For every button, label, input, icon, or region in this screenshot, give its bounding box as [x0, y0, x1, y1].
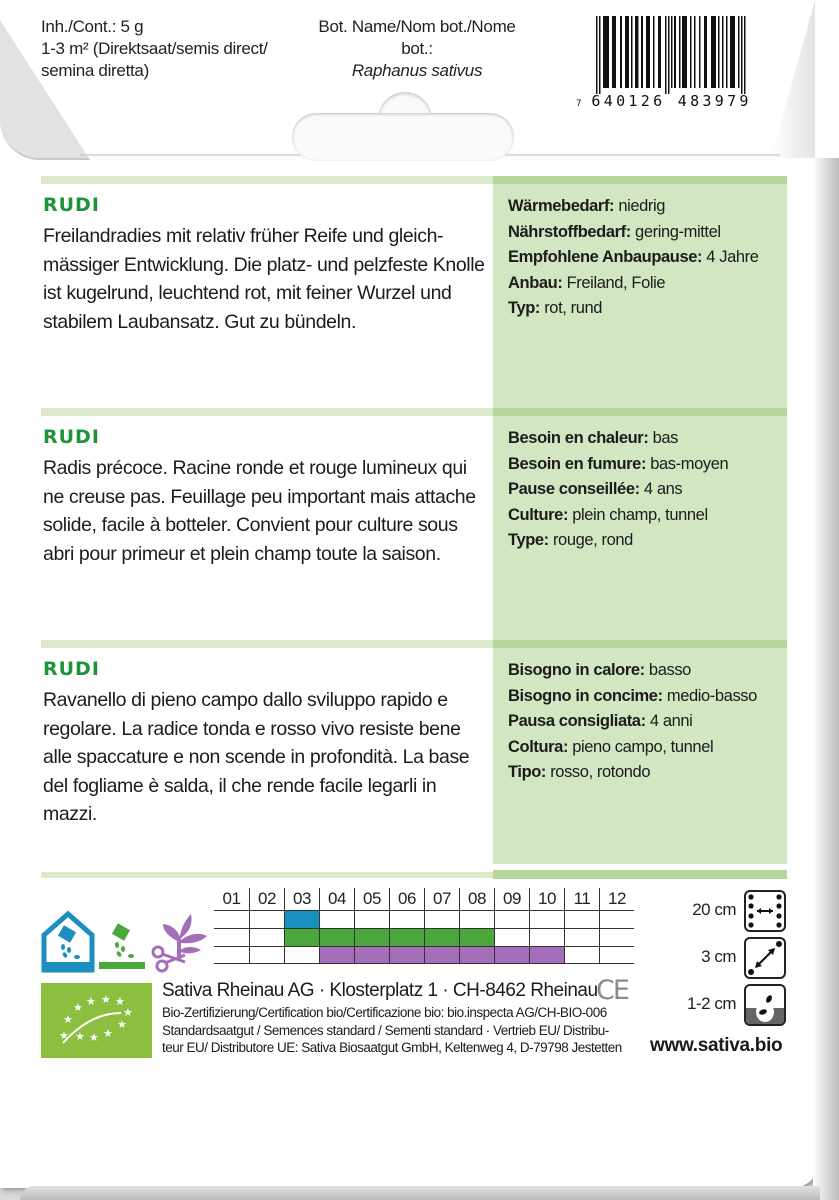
content-area-cont: semina diretta) [41, 61, 149, 80]
packet-edge-right [813, 0, 839, 1200]
property-nutrient: Besoin en fumure: bas-moyen [508, 454, 729, 473]
property-cultivation: Coltura: pieno campo, tunnel [508, 737, 714, 756]
calendar-cell [459, 947, 494, 963]
month-label: 08 [459, 888, 494, 910]
month-label: 05 [354, 888, 389, 910]
content-area: 1-3 m² (Direktsaat/semis direct/ [41, 39, 268, 58]
sowing-calendar [214, 888, 634, 964]
section-divider-accent [493, 176, 787, 184]
svg-text:★: ★ [101, 993, 111, 1006]
content-weight: Inh./Cont.: 5 g [41, 17, 144, 36]
calendar-cell [389, 929, 424, 946]
harvest-icon [153, 914, 207, 971]
month-label: 10 [529, 888, 564, 910]
calendar-cell [319, 911, 354, 928]
property-rotation: Empfohlene Anbaupause: 4 Jahre [508, 248, 759, 266]
barcode-bars-icon [576, 16, 766, 94]
calendar-cell [529, 947, 564, 963]
calendar-cell [249, 911, 284, 928]
barcode-first-digit: 7 [576, 99, 582, 109]
properties-list [508, 658, 783, 786]
variety-description: Freilandradies mit relativ früher Reife und gleichmässiger Entwicklung. Die platz- und pelzfeste Knolle ist kugelrund, leuchtend rot, mit feiner Wurzel und stabilem Laubansatz. Gut zu bündeln. [43, 225, 485, 333]
calendar-cell [599, 947, 634, 963]
calendar-cell [284, 911, 319, 928]
properties-list [508, 426, 783, 554]
calendar-cell [214, 947, 249, 963]
ce-mark-icon: CE [596, 975, 628, 1006]
calendar-cell [599, 911, 634, 928]
calendar-cell [564, 911, 599, 928]
property-heat: Besoin en chaleur: bas [508, 429, 679, 447]
calendar-cell [424, 947, 459, 963]
svg-text:★: ★ [103, 1027, 113, 1040]
calendar-row-harvest [214, 946, 634, 964]
svg-text:★: ★ [59, 1029, 69, 1042]
svg-text:★: ★ [75, 1030, 85, 1043]
calendar-cell [249, 929, 284, 946]
calendar-cell [284, 929, 319, 946]
row-spacing-label: 20 cm [692, 900, 736, 919]
calendar-cell [424, 911, 459, 928]
botanical-label: Bot. Name/Nom bot./Nome bot.: [318, 17, 516, 58]
section-divider [41, 872, 493, 878]
greenhouse-sowing-icon [44, 914, 92, 970]
calendar-cell [214, 929, 249, 946]
section-french [41, 408, 787, 640]
certification-info: Bio-Zertifizierung/Certification bio/Certificazione bio: bio.inspecta AG/CH-BIO-006 [162, 1005, 607, 1020]
svg-text:★: ★ [117, 1018, 127, 1031]
calendar-cell [529, 911, 564, 928]
section-divider [41, 640, 493, 648]
hang-hole [292, 113, 514, 161]
section-divider-accent [493, 870, 787, 879]
barcode-group1: 640126 [591, 92, 666, 110]
property-heat: Bisogno in calore: basso [508, 661, 691, 679]
calendar-cell [599, 929, 634, 946]
section-divider [41, 176, 493, 184]
calendar-cell [354, 911, 389, 928]
eu-organic-logo [41, 983, 152, 1058]
calendar-cell [284, 947, 319, 963]
calendar-cell [494, 911, 529, 928]
calendar-months [214, 888, 634, 910]
section-german [41, 176, 787, 408]
property-rotation: Pausa consigliata: 4 anni [508, 712, 693, 730]
spacing-info [660, 888, 788, 1029]
calendar-cell [564, 929, 599, 946]
section-divider-accent [493, 408, 787, 416]
svg-text:★: ★ [86, 995, 96, 1008]
calendar-row-greenhouse-sowing [214, 910, 634, 928]
calendar-cell [529, 929, 564, 946]
property-nutrient: Bisogno in concime: medio-basso [508, 686, 757, 705]
calendar-row-outdoor-sowing [214, 928, 634, 946]
property-rotation: Pause conseillée: 4 ans [508, 480, 683, 498]
month-label: 07 [424, 888, 459, 910]
month-label: 09 [494, 888, 529, 910]
plant-spacing [660, 935, 788, 982]
company-info [162, 978, 642, 1057]
botanical-info [302, 16, 532, 82]
month-label: 04 [319, 888, 354, 910]
variety-title: RUDI [43, 658, 100, 680]
variety-description: Ravanello di pieno campo dallo sviluppo rapido e regolare. La radice tonda e rosso vivo resiste bene alle spaccature e non scende in profondità. La base del fogliame è salda, il che rende facile legarli in mazzi. [43, 689, 470, 825]
property-type: Tipo: rosso, rotondo [508, 763, 651, 781]
plant-spacing-icon [744, 937, 786, 979]
svg-text:★: ★ [123, 1006, 133, 1019]
svg-text:★: ★ [63, 1013, 73, 1026]
row-spacing [660, 888, 788, 935]
calendar-cell [249, 947, 284, 963]
variety-description: Radis précoce. Racine ronde et rouge lumineux qui ne creuse pas. Feuillage peu important mais attache solide, facile à botteler. Convient pour culture sous abri pour primeur et plein champ toute la saison. [43, 457, 476, 565]
svg-text:★: ★ [89, 1031, 99, 1044]
row-spacing-icon [744, 890, 786, 932]
standard-seed-info: Standardsaatgut / Semences standard / Sementi standard · Vertrieb EU/ Distribu- [162, 1022, 609, 1038]
svg-text:★: ★ [115, 995, 125, 1008]
calendar-cell [389, 911, 424, 928]
calendar-cell [494, 947, 529, 963]
svg-text:★: ★ [73, 1001, 83, 1014]
company-address: Sativa Rheinau AG · Klosterplatz 1 · CH-8462 Rheinau [162, 980, 598, 1001]
property-cultivation: Anbau: Freiland, Folie [508, 273, 666, 292]
calendar-cell [354, 947, 389, 963]
variety-sections [41, 176, 787, 864]
calendar-cell [319, 947, 354, 963]
calendar-cell [494, 929, 529, 946]
section-divider-accent [493, 640, 787, 648]
outdoor-sowing-icon [99, 923, 145, 969]
calendar-cell [459, 911, 494, 928]
sowing-depth [660, 982, 788, 1029]
month-label: 03 [284, 888, 319, 910]
variety-title: RUDI [43, 194, 100, 216]
calendar-legend-icons [41, 910, 211, 974]
property-cultivation: Culture: plein champ, tunnel [508, 505, 708, 524]
botanical-name: Raphanus sativus [351, 61, 483, 80]
calendar-cell [459, 929, 494, 946]
property-heat: Wärmebedarf: niedrig [508, 197, 666, 215]
barcode-number [576, 92, 766, 110]
calendar-cell [319, 929, 354, 946]
website-link[interactable]: www.sativa.bio [650, 1035, 783, 1056]
packet-edge-bottom [20, 1186, 820, 1200]
month-label: 06 [389, 888, 424, 910]
month-label: 11 [564, 888, 599, 910]
plant-spacing-label: 3 cm [701, 947, 736, 966]
property-type: Typ: rot, rund [508, 299, 603, 317]
calendar-cell [214, 911, 249, 928]
properties-list [508, 194, 783, 322]
month-label: 12 [599, 888, 634, 910]
calendar-cell [564, 947, 599, 963]
barcode-group2: 483979 [677, 92, 752, 110]
month-label: 01 [222, 889, 241, 908]
distributor-info: teur EU/ Distributore UE: Sativa Biosaatgut GmbH, Keltenweg 4, D-79798 Jestetten [162, 1040, 622, 1055]
section-divider [41, 408, 493, 416]
property-nutrient: Nährstoffbedarf: gering-mittel [508, 222, 721, 241]
calendar-cell [424, 929, 459, 946]
barcode [576, 16, 766, 116]
section-italian [41, 640, 787, 864]
sowing-depth-label: 1-2 cm [687, 994, 736, 1013]
month-label: 02 [249, 888, 284, 910]
calendar-cell [389, 947, 424, 963]
property-type: Type: rouge, rond [508, 531, 633, 549]
content-info [41, 16, 268, 82]
variety-title: RUDI [43, 426, 100, 448]
calendar-cell [354, 929, 389, 946]
sowing-depth-icon [744, 984, 786, 1026]
